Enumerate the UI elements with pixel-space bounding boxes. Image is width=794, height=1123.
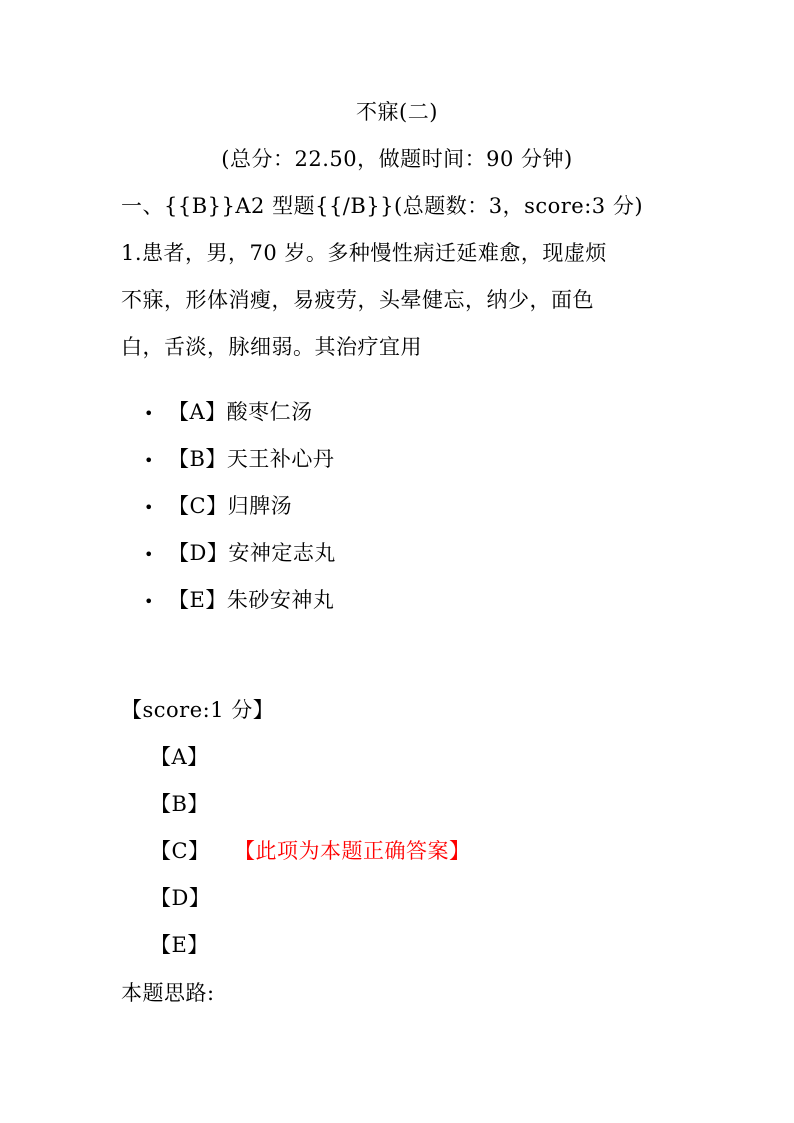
bullet-icon: •: [144, 497, 154, 517]
section-heading: 一、{{B}}A2 型题{{/B}}(总题数：3，score:3 分): [121, 194, 644, 218]
answer-choice-c: 【C】: [150, 839, 210, 863]
answer-choice-a: 【A】: [150, 745, 209, 769]
question-text-line-2: 不寐，形体消瘦，易疲劳，头晕健忘，纳少，面色: [121, 288, 594, 312]
option-a-label: 【A】酸枣仁汤: [168, 400, 313, 424]
option-d-label: 【D】安神定志丸: [168, 541, 336, 565]
question-text-line-3: 白，舌淡，脉细弱。其治疗宜用: [121, 335, 422, 359]
answer-choice-d: 【D】: [150, 886, 211, 910]
option-c-label: 【C】归脾汤: [168, 494, 293, 518]
answer-choice-b: 【B】: [150, 792, 209, 816]
option-d: [144, 543, 336, 564]
page-title: 不寐(二): [356, 100, 438, 124]
explanation-label: 本题思路:: [121, 981, 215, 1005]
bullet-icon: •: [144, 591, 154, 611]
option-b: [144, 449, 334, 470]
bullet-icon: •: [144, 544, 154, 564]
exam-info: (总分：22.50，做题时间：90 分钟): [221, 147, 573, 171]
question-text-line-1: 1.患者，男，70 岁。多种慢性病迁延难愈，现虚烦: [121, 241, 607, 265]
option-e-label: 【E】朱砂安神丸: [168, 588, 335, 612]
answer-choice-e: 【E】: [150, 933, 209, 957]
option-a: [144, 402, 313, 423]
option-b-label: 【B】天王补心丹: [168, 447, 335, 471]
bullet-icon: •: [144, 450, 154, 470]
correct-answer-note: 【此项为本题正确答案】: [234, 839, 471, 863]
score-label: 【score:1 分】: [121, 698, 275, 722]
option-c: [144, 496, 292, 517]
bullet-icon: •: [144, 403, 154, 423]
option-e: [144, 590, 334, 611]
